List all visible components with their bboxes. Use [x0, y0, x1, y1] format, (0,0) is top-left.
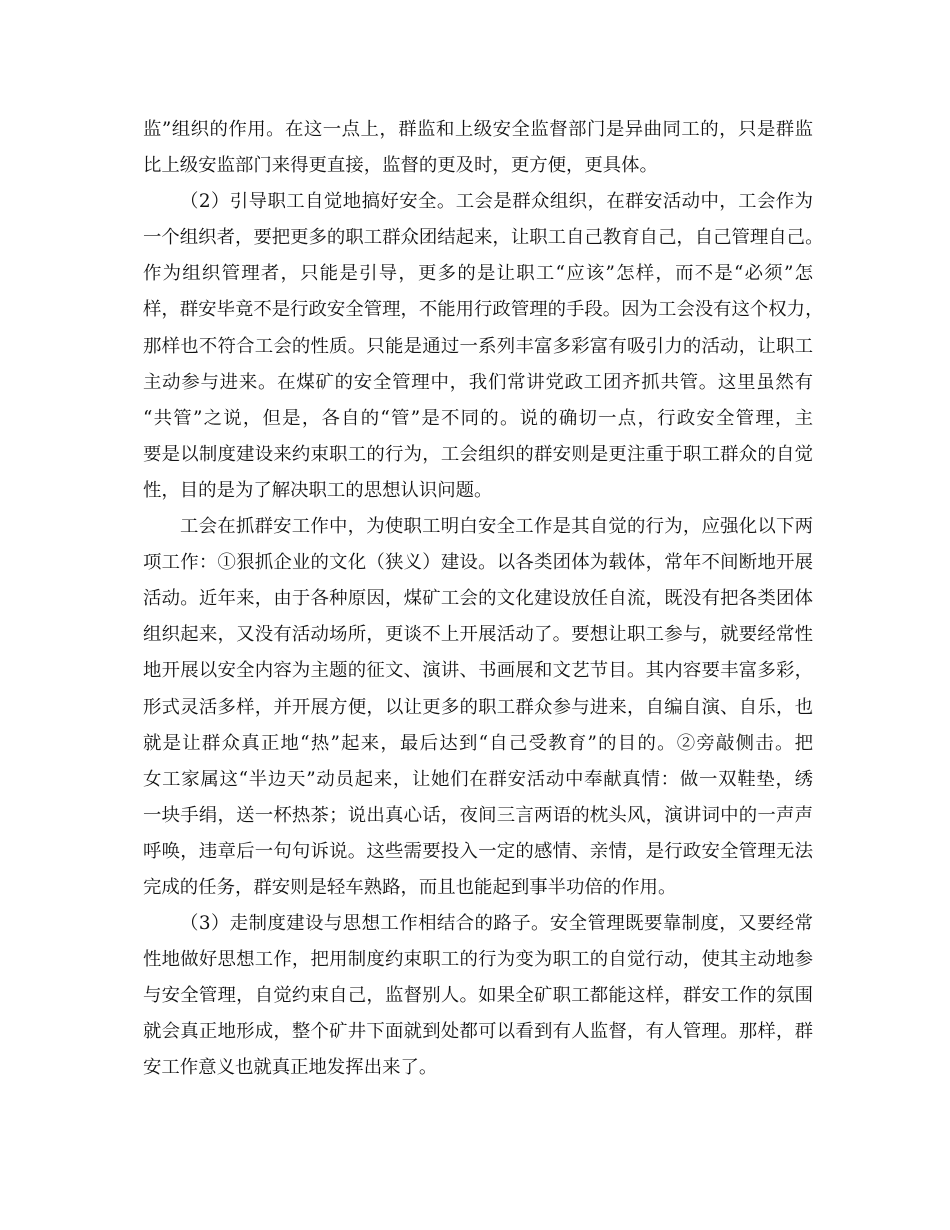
paragraph-first-line: （2）引导职工自觉地搞好安全。工会是群众组织，在群安活动中，工会作为	[180, 191, 813, 213]
paragraph-first-line: 工会在抓群安工作中，为使职工明白安全工作是其自觉的行为，应强化以下两	[180, 516, 813, 538]
text-line: 要是以制度建设来约束职工的行为，工会组织的群安则是更注重于职工群众的自觉	[143, 443, 813, 465]
text-line: 监”组织的作用。在这一点上，群监和上级安全监督部门是异曲同工的，只是群监	[143, 119, 813, 140]
text-line: 形式灵活多样，并开展方便，以让更多的职工群众参与进来，自编自演、自乐，也	[143, 696, 813, 718]
paragraph-first-line: （3）走制度建设与思想工作相结合的路子。安全管理既要靠制度，又要经常	[180, 913, 813, 935]
text-line: 就是让群众真正地“热”起来，最后达到“自己受教育”的目的。②旁敲侧击。把	[143, 732, 813, 754]
text-line: 性地做好思想工作，把用制度约束职工的行为变为职工的自觉行动，使其主动地参	[143, 949, 813, 971]
text-line: 主动参与进来。在煤矿的安全管理中，我们常讲党政工团齐抓共管。这里虽然有	[143, 371, 813, 393]
text-line: 女工家属这“半边天”动员起来，让她们在群安活动中奉献真情：做一双鞋垫，绣	[143, 768, 813, 790]
text-line: 与安全管理，自觉约束自己，监督别人。如果全矿职工都能这样，群安工作的氛围	[143, 985, 813, 1007]
text-line: 就会真正地形成，整个矿井下面就到处都可以看到有人监督，有人管理。那样，群	[143, 1021, 813, 1043]
text-line: 地开展以安全内容为主题的征文、演讲、书画展和文艺节目。其内容要丰富多彩，	[143, 660, 813, 682]
text-line: 作为组织管理者，只能是引导，更多的是让职工“应该”怎样，而不是“必须”怎	[143, 263, 813, 285]
text-line: 一个组织者，要把更多的职工群众团结起来，让职工自己教育自己，自己管理自己。	[143, 227, 824, 249]
text-line: 性，目的是为了解决职工的思想认识问题。	[143, 479, 493, 501]
text-line: 一块手绢，送一杯热茶；说出真心话，夜间三言两语的枕头风，演讲词中的一声声	[143, 804, 813, 826]
text-line: 活动。近年来，由于各种原因，煤矿工会的文化建设放任自流，既没有把各类团体	[143, 588, 813, 610]
text-line: 样，群安毕竟不是行政安全管理，不能用行政管理的手段。因为工会没有这个权力，	[143, 299, 824, 321]
text-line: 完成的任务，群安则是轻车熟路，而且也能起到事半功倍的作用。	[143, 876, 677, 898]
text-line: 比上级安监部门来得更直接，监督的更及时，更方便，更具体。	[143, 155, 658, 177]
document-body	[143, 112, 824, 1087]
text-line: “共管”之说，但是，各自的“管”是不同的。说的确切一点，行政安全管理，主	[143, 407, 813, 429]
text-line: 那样也不符合工会的性质。只能是通过一系列丰富多彩富有吸引力的活动，让职工	[143, 335, 813, 357]
text-line: 项工作：①狠抓企业的文化（狭义）建设。以各类团体为载体，常年不间断地开展	[143, 552, 813, 574]
text-line: 安工作意义也就真正地发挥出来了。	[143, 1057, 438, 1079]
text-line: 呼唤，违章后一句句诉说。这些需要投入一定的感情、亲情，是行政安全管理无法	[143, 840, 813, 862]
text-line: 组织起来，又没有活动场所，更谈不上开展活动了。要想让职工参与，就要经常性	[143, 624, 813, 646]
